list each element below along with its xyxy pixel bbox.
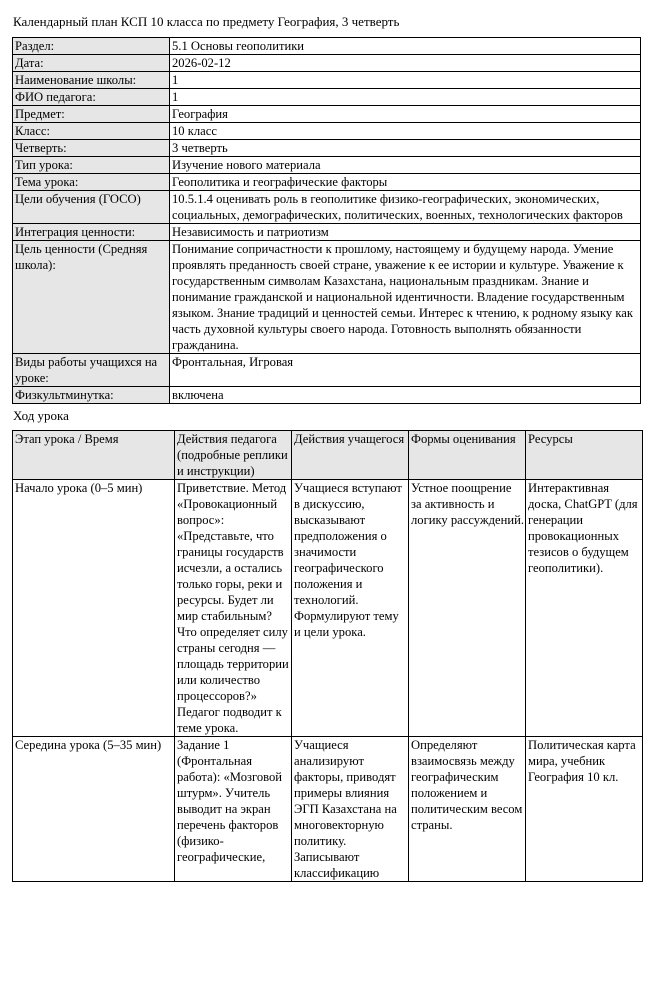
info-value: 10 класс [170,123,641,140]
column-header: Ресурсы [526,431,643,480]
column-header: Этап урока / Время [13,431,175,480]
info-label: Предмет: [13,106,170,123]
info-row-work-types [13,354,641,387]
info-row-pe-break [13,387,641,404]
info-label: Четверть: [13,140,170,157]
info-label: Раздел: [13,38,170,55]
info-label: Виды работы учащихся на уроке: [13,354,170,387]
info-label: Цель ценности (Средняя школа): [13,241,170,354]
stage-cell: Середина урока (5–35 мин) [13,737,175,882]
lesson-info-table [12,37,641,404]
column-header: Формы оценивания [409,431,526,480]
lesson-header-row [13,431,643,480]
info-value: Геополитика и географические факторы [170,174,641,191]
teacher-actions-cell: Задание 1 (Фронтальная работа): «Мозговой штурм». Учитель выводит на экран перечень факторов (физико-географические, [175,737,292,882]
info-label: Интеграция ценности: [13,224,170,241]
info-row-grade [13,123,641,140]
info-value: 5.1 Основы геополитики [170,38,641,55]
info-label: Класс: [13,123,170,140]
info-row-date [13,55,641,72]
assessment-cell: Определяют взаимосвязь между географическим положением и политическим весом страны. [409,737,526,882]
info-value: 3 четверть [170,140,641,157]
info-value: 1 [170,72,641,89]
column-header: Действия педагога (подробные реплики и инструкции) [175,431,292,480]
lesson-flow-table [12,430,643,882]
info-label: Тип урока: [13,157,170,174]
info-row-topic [13,174,641,191]
lesson-row-middle [13,737,643,882]
info-label: Физкультминутка: [13,387,170,404]
info-value: Фронтальная, Игровая [170,354,641,387]
info-row-subject [13,106,641,123]
info-value: Изучение нового материала [170,157,641,174]
info-row-teacher [13,89,641,106]
student-actions-cell: Учащиеся анализируют факторы, приводят примеры влияния ЭГП Казахстана на многовекторную политику. Записывают классификацию [292,737,409,882]
student-actions-cell: Учащиеся вступают в дискуссию, высказывают предположения о значимости географического положения и технологий. Формулируют тему и цели урока. [292,480,409,737]
info-row-objectives [13,191,641,224]
info-value: включена [170,387,641,404]
resources-cell: Политическая карта мира, учебник География 10 кл. [526,737,643,882]
info-value: 2026-02-12 [170,55,641,72]
info-value: Независимость и патриотизм [170,224,641,241]
stage-cell: Начало урока (0–5 мин) [13,480,175,737]
info-row-quarter [13,140,641,157]
info-value: Понимание сопричастности к прошлому, настоящему и будущему народа. Умение проявлять преданность своей стране, уважение к ее истории и культуре. Уважение к государственным символам Казахстана, национальным праздникам. Знание и понимание гражданской и национальной идентичности. Владение государственным языком. Знание традиций и ценностей семьи. Интерес к чтению, к родному языку как часть духовной культуры своего народа. Готовность выполнять обязанности гражданина. [170,241,641,354]
page-title: Календарный план КСП 10 класса по предмету География, 3 четверть [13,14,400,29]
lesson-caption: Ход урока [13,408,69,423]
assessment-cell: Устное поощрение за активность и логику рассуждений. [409,480,526,737]
resources-cell: Интерактивная доска, ChatGPT (для генерации провокационных тезисов о будущем геополитики). [526,480,643,737]
info-row-section [13,38,641,55]
column-header: Действия учащегося [292,431,409,480]
teacher-actions-cell: Приветствие. Метод «Провокационный вопрос»: «Представьте, что границы государств исчезли, а остались только горы, реки и ресурсы. Будет ли мир стабильным? Что определяет силу страны сегодня — площадь территории или количество процессоров?» Педагог подводит к теме урока. [175,480,292,737]
info-row-lesson-type [13,157,641,174]
info-value: 10.5.1.4 оценивать роль в геополитике физико-географических, экономических, социальных, демографических, политических, военных, технологических факторов [170,191,641,224]
info-row-value-integration [13,224,641,241]
info-label: Цели обучения (ГОСО) [13,191,170,224]
info-row-school [13,72,641,89]
info-value: 1 [170,89,641,106]
info-label: Дата: [13,55,170,72]
info-label: Тема урока: [13,174,170,191]
info-label: Наименование школы: [13,72,170,89]
info-row-value-goal [13,241,641,354]
lesson-row-start [13,480,643,737]
info-value: География [170,106,641,123]
info-label: ФИО педагога: [13,89,170,106]
